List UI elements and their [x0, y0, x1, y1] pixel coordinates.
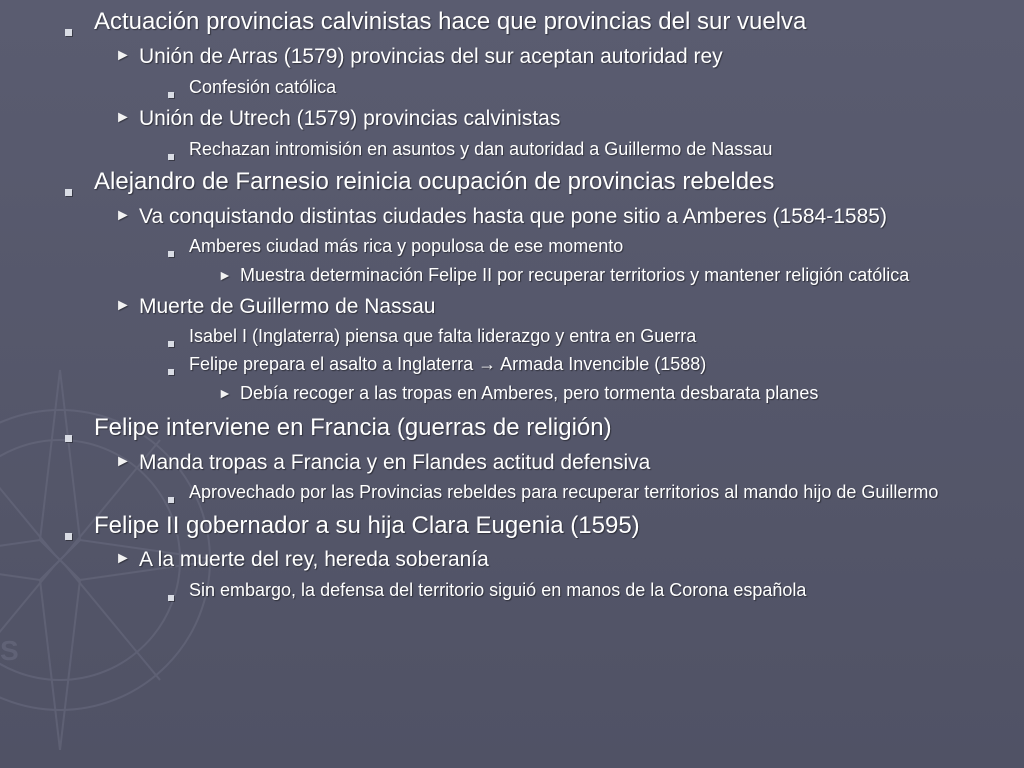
outline-item [115, 451, 651, 474]
outline-text: A la muerte del rey, hereda soberanía [139, 548, 489, 571]
triangle-bullet-icon: ► [115, 207, 131, 224]
outline-text: Felipe interviene en Francia (guerras de religión) [94, 414, 612, 441]
outline-item [115, 107, 561, 130]
outline-text: Manda tropas a Francia y en Flandes actitud defensiva [139, 451, 651, 474]
triangle-bullet-icon: ► [218, 385, 232, 401]
square-bullet-icon [168, 595, 174, 601]
triangle-bullet-icon: ► [115, 109, 131, 126]
square-bullet-icon [65, 533, 72, 540]
outline-item [189, 327, 696, 345]
outline-item [94, 416, 612, 440]
outline-text: Amberes ciudad más rica y populosa de ese momento [189, 236, 624, 256]
outline-text: Muerte de Guillermo de Nassau [139, 295, 436, 318]
outline-item [218, 265, 910, 285]
outline-text: Aprovechado por las Provincias rebeldes para recuperar territorios al mando hijo de Guillermo [189, 482, 939, 502]
svg-text:S: S [0, 635, 19, 666]
square-bullet-icon [168, 251, 174, 257]
outline-text: Unión de Arras (1579) provincias del sur aceptan autoridad rey [139, 45, 723, 68]
triangle-bullet-icon: ► [115, 453, 131, 470]
square-bullet-icon [168, 497, 174, 503]
square-bullet-icon [168, 369, 174, 375]
outline-text: Isabel I (Inglaterra) piensa que falta liderazgo y entra en Guerra [189, 326, 697, 346]
triangle-bullet-icon: ► [218, 267, 232, 283]
outline-text: Muestra determinación Felipe II por recuperar territorios y mantener religión católica [240, 265, 910, 285]
outline-text: Debía recoger a las tropas en Amberes, pero tormenta desbarata planes [240, 383, 819, 403]
outline-item [189, 78, 336, 96]
outline-item [115, 295, 436, 318]
outline-text: Felipe prepara el asalto a Inglaterra → Armada Invencible (1588) [189, 354, 707, 374]
square-bullet-icon [65, 29, 72, 36]
outline-item [94, 10, 806, 34]
outline-text: Felipe II gobernador a su hija Clara Eugenia (1595) [94, 512, 640, 539]
outline-item [189, 581, 806, 599]
outline-item [115, 548, 489, 571]
outline-text: Confesión católica [189, 77, 337, 97]
triangle-bullet-icon: ► [115, 297, 131, 314]
square-bullet-icon [65, 435, 72, 442]
outline-text: Unión de Utrech (1579) provincias calvinistas [139, 107, 561, 130]
outline-text: Sin embargo, la defensa del territorio siguió en manos de la Corona española [189, 580, 807, 600]
outline-item [94, 170, 774, 194]
square-bullet-icon [168, 341, 174, 347]
outline-item [189, 355, 706, 373]
outline-text: Va conquistando distintas ciudades hasta que pone sitio a Amberes (1584-1585) [139, 205, 887, 228]
outline-text: Alejandro de Farnesio reinicia ocupación de provincias rebeldes [94, 168, 775, 195]
outline-item [189, 483, 938, 501]
outline-item [189, 140, 772, 158]
outline-item [115, 205, 887, 228]
outline-item [115, 45, 723, 68]
outline-item [189, 237, 623, 255]
outline-text: Rechazan intromisión en asuntos y dan autoridad a Guillermo de Nassau [189, 139, 773, 159]
triangle-bullet-icon: ► [115, 47, 131, 64]
square-bullet-icon [65, 189, 72, 196]
outline-text: Actuación provincias calvinistas hace que provincias del sur vuelva [94, 8, 807, 35]
outline-item [94, 514, 640, 538]
square-bullet-icon [168, 154, 174, 160]
outline-item [218, 383, 819, 403]
triangle-bullet-icon: ► [115, 550, 131, 567]
square-bullet-icon [168, 92, 174, 98]
